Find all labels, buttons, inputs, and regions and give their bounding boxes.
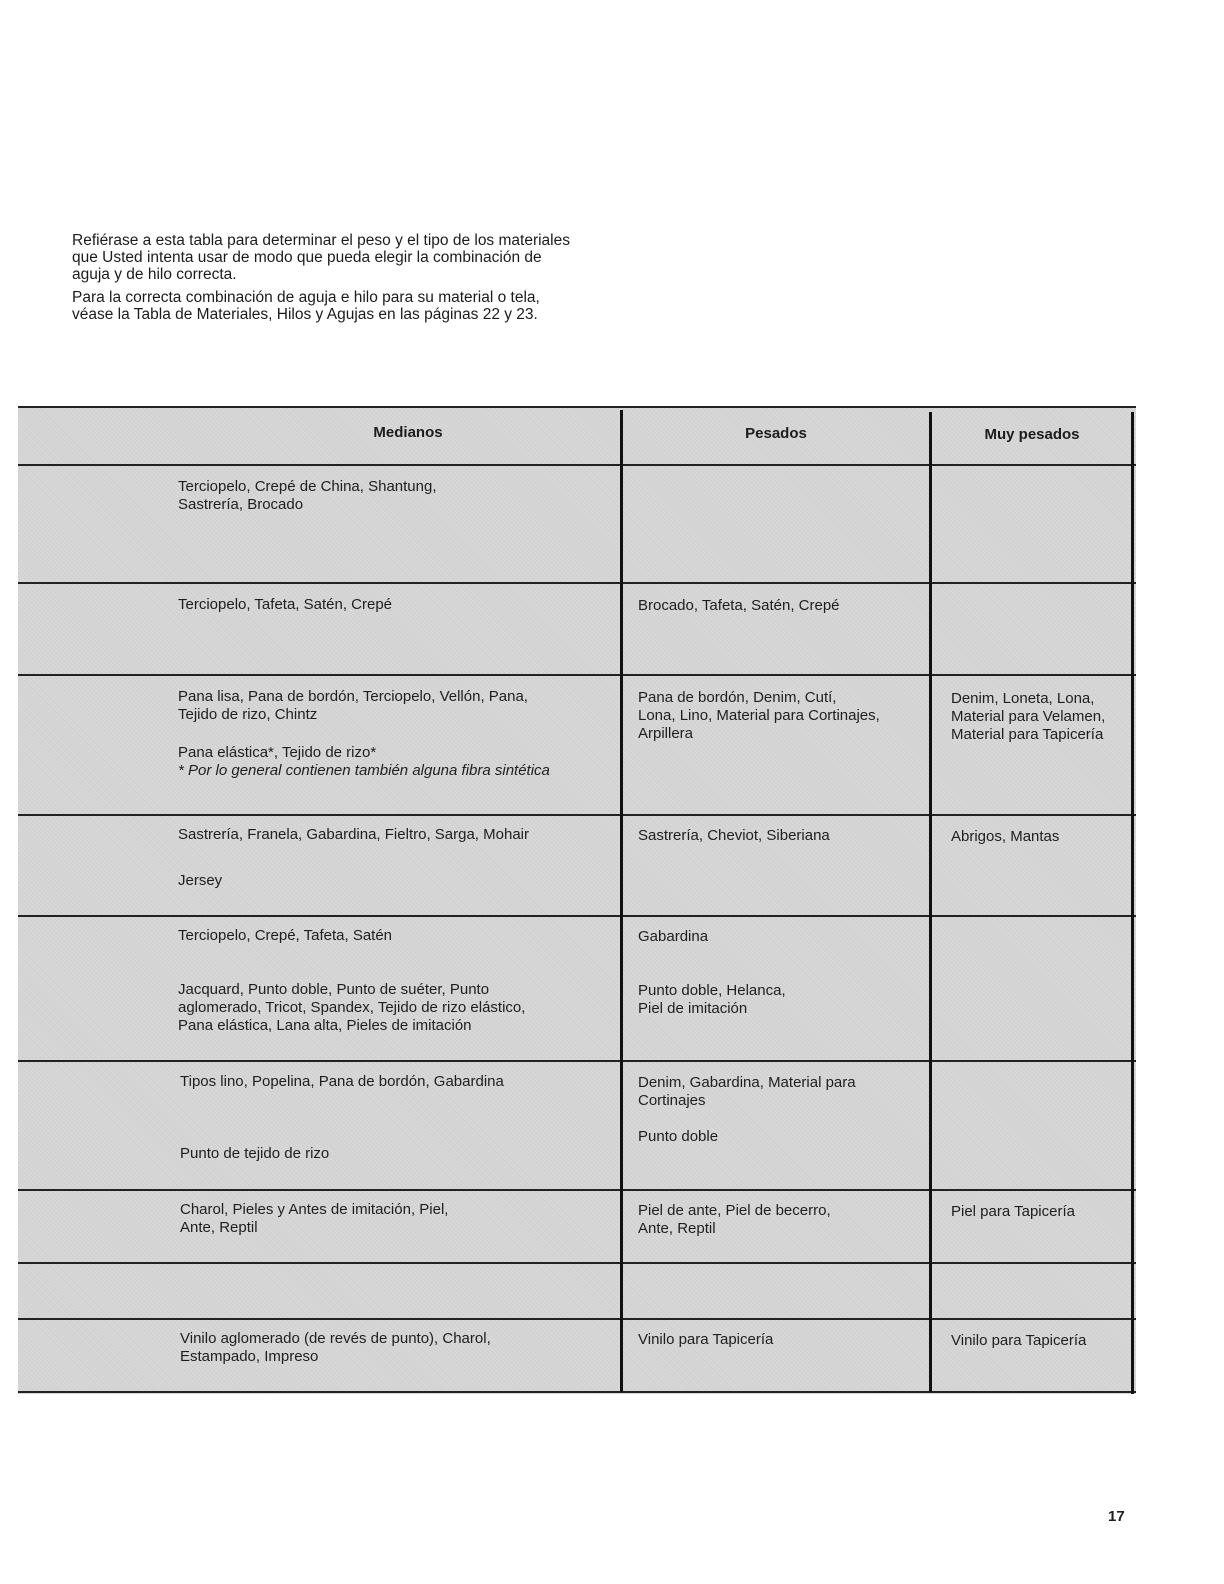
table-rule <box>18 464 1136 466</box>
cell-pesados <box>638 1202 831 1238</box>
table-rule <box>18 1060 1136 1062</box>
header-pesados: Pesados <box>745 425 807 442</box>
cell-medianos <box>178 478 437 514</box>
cell-medianos <box>180 1073 504 1163</box>
cell-line: Lona, Lino, Material para Cortinajes, <box>638 707 880 724</box>
intro-line: que Usted intenta usar de modo que pueda elegir la combinación de <box>72 249 542 266</box>
cell-muy-pesados <box>951 828 1059 846</box>
table-rule <box>18 582 1136 584</box>
cell-line: Pana elástica, Lana alta, Pieles de imitación <box>178 1017 472 1034</box>
cell-line: Piel de imitación <box>638 1000 748 1017</box>
cell-pesados <box>638 597 840 615</box>
cell-line: Vinilo aglomerado (de revés de punto), Charol, <box>180 1330 491 1347</box>
cell-medianos <box>178 927 525 1035</box>
cell-line: Tejido de rizo, Chintz <box>178 706 318 723</box>
table-rule <box>18 915 1136 917</box>
cell-line: Terciopelo, Crepé de China, Shantung, <box>178 478 437 495</box>
cell-line: Charol, Pieles y Antes de imitación, Piel, <box>180 1201 449 1218</box>
cell-line: Terciopelo, Tafeta, Satén, Crepé <box>178 596 393 613</box>
cell-line: Punto doble <box>638 1128 719 1145</box>
intro-paragraph-1 <box>72 232 612 283</box>
cell-line: Sastrería, Franela, Gabardina, Fieltro, Sarga, Mohair <box>178 826 529 843</box>
cell-line: Tipos lino, Popelina, Pana de bordón, Gabardina <box>180 1073 504 1090</box>
cell-pesados <box>638 827 830 845</box>
table-right-border <box>1131 412 1134 1394</box>
cell-line: Pana elástica*, Tejido de rizo* <box>178 744 377 761</box>
cell-line: Gabardina <box>638 928 709 945</box>
intro-paragraph-2 <box>72 289 612 323</box>
cell-muy-pesados <box>951 1203 1075 1221</box>
cell-medianos <box>178 596 392 614</box>
cell-line: Vinilo para Tapicería <box>951 1332 1087 1349</box>
cell-line: Sastrería, Cheviot, Siberiana <box>638 827 830 844</box>
intro-text <box>72 232 612 329</box>
cell-medianos <box>180 1330 491 1366</box>
cell-line: Piel de ante, Piel de becerro, <box>638 1202 831 1219</box>
cell-line: Ante, Reptil <box>180 1219 258 1236</box>
table-rule <box>18 1318 1136 1320</box>
column-divider <box>620 410 623 1392</box>
cell-line: Abrigos, Mantas <box>951 828 1060 845</box>
cell-line: Jacquard, Punto doble, Punto de suéter, Punto <box>178 981 490 998</box>
cell-pesados <box>638 689 880 743</box>
cell-line: Piel para Tapicería <box>951 1203 1075 1220</box>
cell-pesados <box>638 1074 856 1146</box>
intro-line: aguja y de hilo correcta. <box>72 266 237 283</box>
cell-medianos <box>178 688 550 780</box>
cell-pesados <box>638 928 786 1018</box>
cell-line: Jersey <box>178 872 223 889</box>
cell-line: Arpillera <box>638 725 694 742</box>
fabric-weight-table <box>18 406 1136 1394</box>
cell-line: Material para Tapicería <box>951 726 1104 743</box>
cell-line: Sastrería, Brocado <box>178 496 304 513</box>
cell-line: Pana lisa, Pana de bordón, Terciopelo, Vellón, Pana, <box>178 688 528 705</box>
cell-line: Terciopelo, Crepé, Tafeta, Satén <box>178 927 393 944</box>
footnote: * Por lo general contienen también alguna fibra sintética <box>178 762 550 779</box>
intro-line: Refiérase a esta tabla para determinar el peso y el tipo de los materiales <box>72 232 570 249</box>
intro-line: Para la correcta combinación de aguja e hilo para su material o tela, <box>72 289 540 306</box>
table-rule <box>18 1262 1136 1264</box>
cell-line: Denim, Gabardina, Material para <box>638 1074 856 1091</box>
column-divider <box>929 412 932 1392</box>
cell-medianos <box>180 1201 448 1237</box>
cell-line: Pana de bordón, Denim, Cutí, <box>638 689 837 706</box>
cell-line: Estampado, Impreso <box>180 1348 319 1365</box>
cell-medianos <box>178 826 529 890</box>
cell-line: Vinilo para Tapicería <box>638 1331 774 1348</box>
table-rule <box>18 1391 1136 1393</box>
cell-line: Denim, Loneta, Lona, <box>951 690 1095 707</box>
cell-muy-pesados <box>951 690 1105 744</box>
table-rule <box>18 406 1136 408</box>
cell-pesados <box>638 1331 773 1349</box>
cell-line: Cortinajes <box>638 1092 706 1109</box>
cell-line: aglomerado, Tricot, Spandex, Tejido de rizo elástico, <box>178 999 526 1016</box>
cell-line: Material para Velamen, <box>951 708 1106 725</box>
header-muy-pesados: Muy pesados <box>984 426 1080 443</box>
cell-line: Punto doble, Helanca, <box>638 982 786 999</box>
table-rule <box>18 674 1136 676</box>
intro-line: véase la Tabla de Materiales, Hilos y Agujas en las páginas 22 y 23. <box>72 306 538 323</box>
header-medianos: Medianos <box>373 424 443 441</box>
page-number: 17 <box>1108 1508 1125 1525</box>
cell-muy-pesados <box>951 1332 1086 1350</box>
table-rule <box>18 1189 1136 1191</box>
cell-line: Brocado, Tafeta, Satén, Crepé <box>638 597 840 614</box>
cell-line: Ante, Reptil <box>638 1220 716 1237</box>
cell-line: Punto de tejido de rizo <box>180 1145 330 1162</box>
table-rule <box>18 814 1136 816</box>
